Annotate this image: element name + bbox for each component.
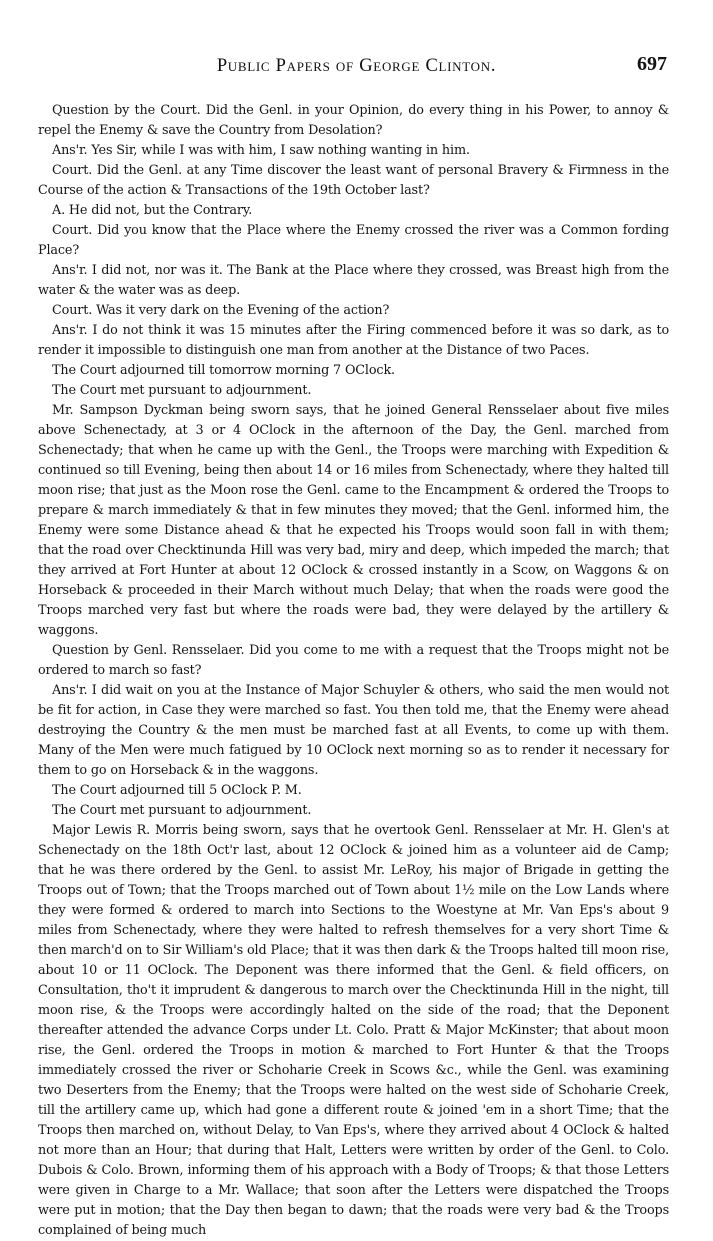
paragraph: Question by the Court. Did the Genl. in your Opinion, do every thing in his Power, to annoy & repel the Enemy & save the Country from Desolation? xyxy=(38,103,669,138)
paragraph: Court. Was it very dark on the Evening of the action? xyxy=(52,303,390,318)
paragraph: The Court met pursuant to adjournment. xyxy=(52,383,312,398)
paragraph: A. He did not, but the Contrary. xyxy=(52,203,253,218)
running-title: Public Papers of George Clinton. xyxy=(216,56,497,76)
paragraph: Court. Did the Genl. at any Time discover the least want of personal Bravery & Firmness in the Course of the action & Transactions of the 19th October last? xyxy=(38,163,669,198)
paragraph: The Court adjourned till 5 OClock P. M. xyxy=(52,783,302,798)
paragraph: Major Lewis R. Morris being sworn, says that he overtook Genl. Rensselaer at Mr. H. Glen's at Schenectady on the 18th Oct'r last, about 12 OClock & joined him as a volunteer aid de Camp; that he was there ordered by the Genl. to assist Mr. LeRoy, his major of Brigade in getting the Troops out of Town; that the Troops marched out of Town about 1½ mile on the Low Lands where they were formed & ordered to march into Sections to the Woestyne at Mr. Van Eps's about 9 miles from Schenectady, where they were halted to refresh themselves for a very short Time & then march'd on to Sir William's old Place; that it was then dark & the Troops halted till moon rise, about 10 or 11 OClock. The Deponent was there informed that the Genl. & field officers, on Consultation, tho't it imprudent & dangerous to march over the Checktinunda Hill in the night, till moon rise, & the Troops were accordingly halted on the side of the road; that the Deponent thereafter attended the advance Corps under Lt. Colo. Pratt & Major McKinster; that about moon rise, the Genl. ordered the Troops in motion & marched to Fort Hunter & that the Troops immediately crossed the river or Schoharie Creek in Scows &c., while the Genl. was examining two Deserters from the Enemy; that the Troops were halted on the west side of Schoharie Creek, till the artillery came up, which had gone a different route & joined 'em in a short Time; that the Troops then marched on, without Delay, to Van Eps's, where they arrived about 4 OClock & halted not more than an Hour; that during that Halt, Letters were written by order of the Genl. to Colo. Dubois & Colo. Brown, informing them of his approach with a Body of Troops; & that those Letters were given in Charge to a Mr. Wallace; that soon after the Letters were dispatched the Troops were put in motion; that the Day then began to dawn; that the roads were very bad & the Troops complained of being much xyxy=(38,823,669,1238)
page-number: 697 xyxy=(637,53,667,75)
paragraph: The Court adjourned till tomorrow morning 7 OClock. xyxy=(52,363,395,378)
paragraph: Court. Did you know that the Place where the Enemy crossed the river was a Common fording Place? xyxy=(38,223,669,258)
paragraph: The Court met pursuant to adjournment. xyxy=(52,803,312,818)
paragraph: Ans'r. I do not think it was 15 minutes after the Firing commenced before it was so dark, as to render it impossible to distinguish one man from another at the Distance of two Paces. xyxy=(38,323,669,358)
paragraph: Ans'r. I did wait on you at the Instance of Major Schuyler & others, who said the men would not be fit for action, in Case they were marched so fast. You then told me, that the Enemy were ahead destroying the Country & the men must be marched fast at all Events, to come up with them. Many of the Men were much fatigued by 10 OClock next morning so as to render it necessary for them to go on Horseback & in the waggons. xyxy=(38,683,669,778)
body-text xyxy=(38,101,669,1241)
running-head xyxy=(0,53,713,86)
paragraph: Ans'r. Yes Sir, while I was with him, I saw nothing wanting in him. xyxy=(52,143,470,158)
paragraph: Ans'r. I did not, nor was it. The Bank at the Place where they crossed, was Breast high from the water & the water was as deep. xyxy=(38,263,669,298)
paragraph: Question by Genl. Rensselaer. Did you come to me with a request that the Troops might not be ordered to march so fast? xyxy=(38,643,669,678)
paragraph: Mr. Sampson Dyckman being sworn says, that he joined General Rensselaer about five miles above Schenectady, at 3 or 4 OClock in the afternoon of the Day, the Genl. marched from Schenectady; that when he came up with the Genl., the Troops were marching with Expedition & continued so till Evening, being then about 14 or 16 miles from Schenectady, where they halted till moon rise; that just as the Moon rose the Genl. came to the Encampment & ordered the Troops to prepare & march immediately & that in few minutes they moved; that the Genl. informed him, the Enemy were some Distance ahead & that he expected his Troops would soon fall in with them; that the road over Checktinunda Hill was very bad, miry and deep, which impeded the march; that they arrived at Fort Hunter at about 12 OClock & crossed instantly in a Scow, on Waggons & on Horseback & proceeded in their March without much Delay; that when the roads were good the Troops marched very fast but where the roads were bad, they were delayed by the artillery & waggons. xyxy=(38,403,669,638)
